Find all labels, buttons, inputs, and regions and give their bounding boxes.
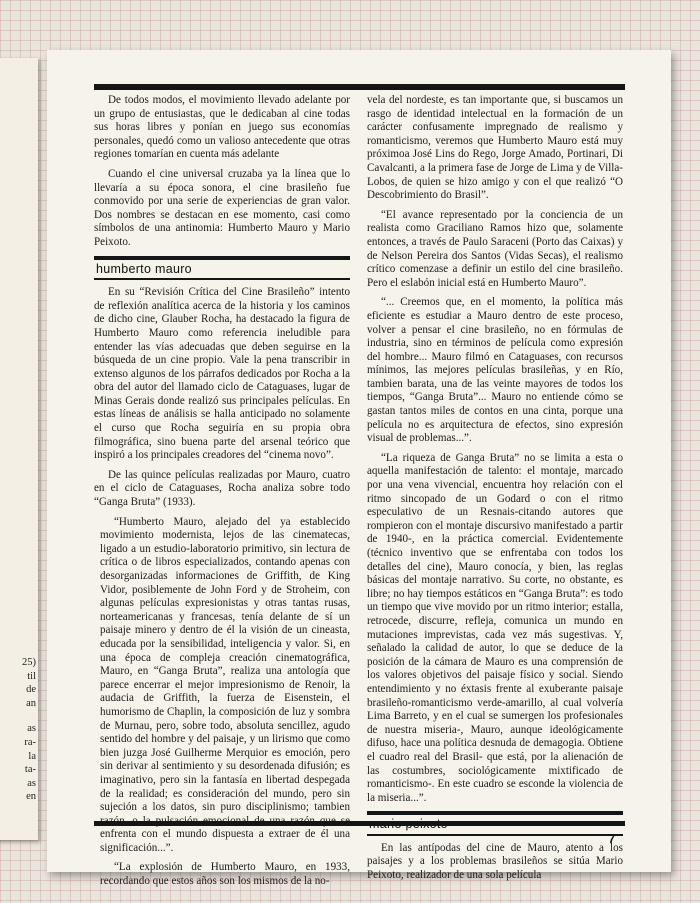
right-column [367, 94, 623, 889]
fragment: as [27, 723, 36, 735]
bottom-rule [94, 821, 625, 826]
paragraph: Cuando el cine universal cruzaba ya la línea que lo llevaría a su época sonora, el cine brasileño fue conmovido por una serie de experiencias de gran valor. Dos nombres se destacan en ese momento, casi como símbolos de una antinomia: Humberto Mauro y Mario Peixoto. [94, 167, 350, 248]
paragraph: De las quince películas realizadas por Mauro, cuatro en el ciclo de Cataguases, Rocha analiza sobre todo “Ganga Bruta” (1933). [94, 468, 350, 509]
quote-paragraph: “... Creemos que, en el momento, la política más eficiente es estudiar a Mauro dentro de este proceso, volver a pensar el cine brasileño, no en fórmulas de industria, sino en términos de película como expresión del hombre... Mauro filmó en Cataguases, con recursos mínimos, las mejores películas brasileñas, y en Río, tambien barata, una de las veinte mayores de todos los tiempos, “Ganga Bruta”... Mauro no entiende cómo se gastan tantos miles de contos en una cinta, porque una película no es arquitectura de efectos, sino expresión visual de problemas...”. [367, 296, 623, 445]
left-column [94, 94, 350, 895]
paragraph: vela del nordeste, es tan importante que, si buscamos un rasgo de identidad intelectual en la formación de un carácter confusamente impregnado de realismo y romanticismo, veremos que Humberto Mauro está muy próximoa José Lins do Rego, Jorge Amado, Portinari, Di Cavalcanti, a la primera fase de Jorge de Lima y de Villa-Lobos, de quien se hizo amigo y con el que realizó “O Descobrimiento do Brasil”. [367, 94, 623, 202]
magazine-page [47, 50, 671, 888]
page-number: 7 [608, 832, 615, 846]
section-header-humberto-mauro [94, 256, 350, 281]
fragment: as [27, 777, 36, 789]
fragment: ta- [24, 764, 36, 776]
section-rule [94, 278, 350, 280]
fragment: 25) [22, 657, 36, 668]
fragment: an [26, 697, 36, 709]
paragraph: De todos modos, el movimiento llevado adelante por un grupo de entusiastas, que le dedicaban al cine todas sus horas libres y ponían en juego sus economías personales, quedó como un valioso antecedente que otras regiones tomarían en cuenta más adelante [94, 94, 350, 161]
previous-page-text-fragments [22, 656, 36, 804]
previous-page-edge [0, 58, 38, 840]
fragment: ra- [24, 736, 36, 748]
top-rule [94, 84, 625, 90]
quote-paragraph: “El avance representado por la conciencia de un realista como Graciliano Ramos hizo que, solamente entonces, a través de Paulo Saraceni (Porto das Caixas) y de Nelson Pereira dos Santos (Vidas Secas), el realismo crítico comenzase a definir un estilo del cine brasileño. Pero el eslabón inicial está en Humberto Mauro”. [367, 208, 623, 289]
quote-paragraph: “Humberto Mauro, alejado del ya establecido movimiento modernista, lejos de las cinematecas, ligado a un estudio-laboratorio primitivo, sin lectura de crítica o de libros especializados, contando apenas con desorganizadas informaciones de Griffith, de King Vidor, posiblemente de John Ford y de Stroheim, con algunas películas expresionistas y otras tantas rusas, norteamericanas y francesas, tenía delante de sí un paisaje minero y dentro de él la visión de un cineasta, educada por la sensibilidad, inteligencia y valor. Si, en una época de compleja creación cinematográfica, Mauro, en “Ganga Bruta”, realiza una antología que parece encerrar el mejor impresionismo de Renoir, la audacia de Griffith, la fuerza de Eisenstein, el humorismo de Chaplin, la composición de luz y sombra de Murnau, pero, sobre todo, absoluta sencillez, agudo sentido del hombre y del paisaje, y un lirismo que como bien juzga José Guilherme Merquior es emoción, pero sin derivar al sentimiento y su desordenada difusión; es imaginativo, pero sin la fantasía en libertad despegada de la realidad; es consideración del mundo, pero sin sujeción a los datos, sin puro disciplinismo; tambien enfrenta con el mundo dispuesta a extraer de él una significación...”. [100, 515, 350, 854]
fragment: en [26, 791, 36, 803]
quote-paragraph: “La explosión de Humberto Mauro, en 1933, recordando que estos años son los mismos de la no- [100, 861, 350, 888]
paragraph: En su “Revisión Crítica del Cine Brasileño” intento de reflexión analítica acerca de la historia y los caminos de dicho cine, Glauber Rocha, ha destacado la figura de Humberto Mauro como referencia ineludible para entender las vías adecuadas que deben seguirse en la búsqueda de un cine propio. Vale la pena transcribir in extenso algunos de los párrafos dedicados por Rocha a la obra del autor del llamado ciclo de Cataguases, lugar de Minas Gerais donde realizó sus principales películas. En estas líneas de análisis se halla anticipado no solamente el curso que Rocha seguiría en su propia obra filmográfica, sino buena parte del arsenal teórico que inspiró a los principales creadores del “cinema novo”. [94, 286, 350, 462]
section-title: humberto mauro [96, 261, 192, 276]
section-rule [367, 834, 623, 836]
quote-paragraph: “La riqueza de Ganga Bruta” no se limita a esta o aquella manifestación de talento: el montaje, marcado por una vena vivencial, encuentra hoy relación con el ritmo sincopado de un Godard o con el ritmo especulativo de un Resnais-citando autores que rompieron con el montaje discursivo manifestado a partir de 1940-, en la práctica comercial. Evidentemente (técnico inventivo que se enfrentaba con todos los detalles del cine), Mauro conocía, y bien, las reglas básicas del montaje narrativo. Su corte, no obstante, es libre; no hay tiempos estáticos en “Ganga Bruta”: es todo un tiempo que vive movido por un ritmo interior; estalla, retrocede, discurre, refleja, comunica un mundo en mutaciones imprevistas, cada vez más sugestivas. Y, señalado la calidad de autor, lo que se deduce de la posición de la cámara de Mauro es una comprensión de los valores objetivos del paisaje físico y social. Siendo entendimiento y no éxtasis frente al exuberante paisaje brasileño-romanticismo verde-amarillo, al cual volvería Lima Barreto, y en el cual se sumergen los profesionales de nuestra miseria-, Mauro, aunque ideológicamente difuso, hace una política desnuda de demagogia. Obtiene el cuadro real del Brasil- que está, por la alienación de las costumbres, sociológicamente mixtificado de romanticismo-. En este cuadro se esconde la violencia de la miseria...”. [367, 451, 623, 804]
paragraph: En las antípodas del cine de Mauro, atento a los paisajes y a los problemas brasileños se sitúa Mario Peixoto, realizador de una sola película [367, 841, 623, 882]
fragment: la [28, 750, 36, 762]
fragment-gap [22, 710, 36, 722]
fragment: til [27, 670, 36, 682]
fragment: de [26, 684, 36, 696]
